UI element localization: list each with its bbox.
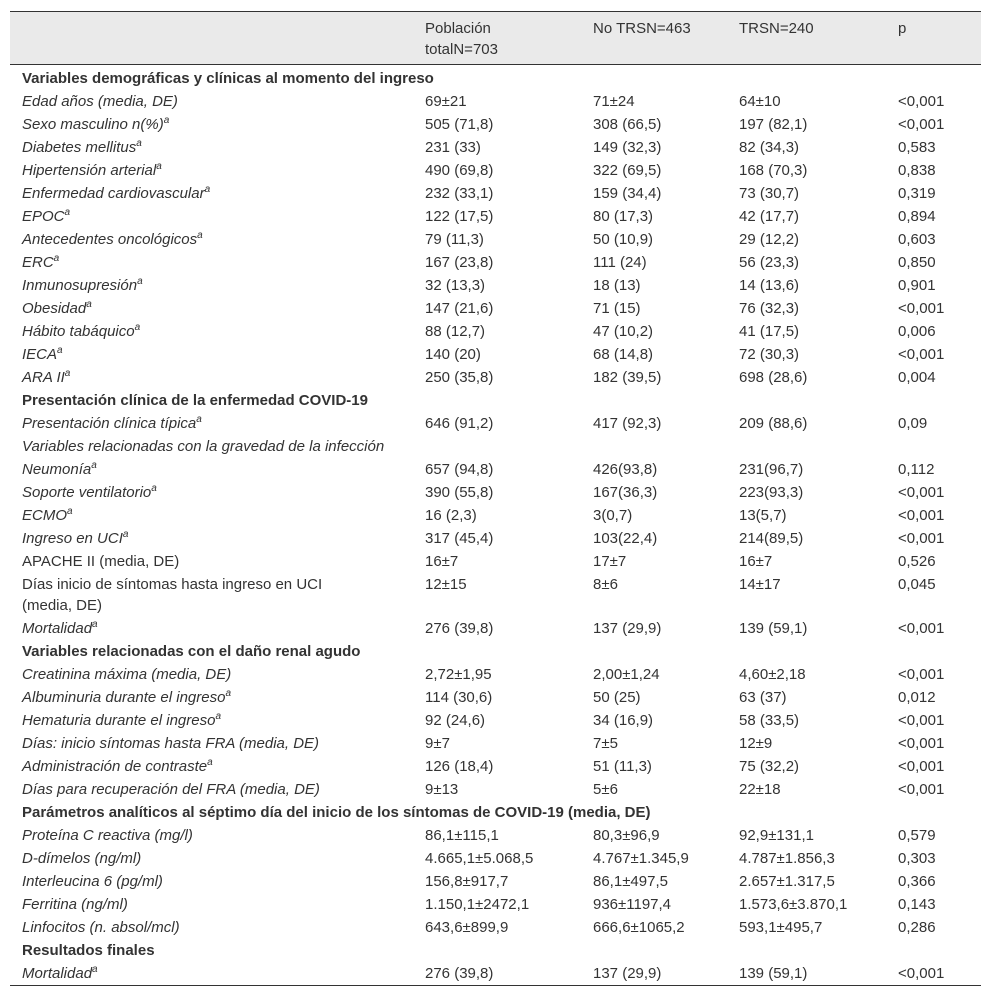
value-p: 0,366: [898, 873, 936, 890]
value-trs: 29 (12,2): [739, 231, 800, 248]
value-p: <0,001: [898, 666, 945, 683]
value-trs: 13(5,7): [739, 507, 787, 524]
table-header: [10, 12, 981, 65]
value-trs: 593,1±495,7: [739, 919, 823, 936]
table-row: [10, 730, 981, 753]
value-poblacion-total: 9±13: [425, 781, 459, 798]
table-row: [10, 111, 981, 134]
row-label: [22, 206, 70, 227]
value-p: 0,09: [898, 415, 928, 432]
footnote-marker: a: [207, 757, 213, 768]
value-trs: 231(96,7): [739, 461, 804, 478]
value-trs: 22±18: [739, 781, 781, 798]
value-poblacion-total: 4.665,1±5.068,5: [425, 850, 534, 867]
value-no-trs: 137 (29,9): [593, 620, 662, 637]
row-label: [22, 528, 128, 549]
table-row: [10, 502, 981, 525]
value-poblacion-total: 250 (35,8): [425, 369, 494, 386]
header-poblacion-line1: Población: [425, 20, 491, 37]
row-label-text: Obesidad: [22, 300, 87, 317]
row-label: [22, 710, 221, 731]
row-label-text: ARA II: [22, 369, 65, 386]
row-label-text: Días: inicio síntomas hasta FRA (media, DE): [22, 735, 320, 752]
footnote-marker: a: [225, 688, 232, 699]
row-label: [22, 367, 70, 388]
value-poblacion-total: 16 (2,3): [425, 507, 477, 524]
value-trs: 72 (30,3): [739, 346, 800, 363]
section-title: [22, 802, 651, 823]
row-label-text: Interleucina 6 (pg/ml): [22, 873, 163, 890]
value-poblacion-total: 92 (24,6): [425, 712, 486, 729]
row-label: [22, 848, 141, 869]
value-trs: 12±9: [739, 735, 773, 752]
footnote-marker: a: [163, 115, 170, 126]
table-row: [10, 364, 981, 387]
section-title: [22, 390, 368, 411]
row-label: [22, 963, 98, 984]
table-row: [10, 157, 981, 180]
header-poblacion-line2: totalN=703: [425, 41, 498, 58]
row-label-text: IECA: [22, 346, 58, 363]
value-p: 0,286: [898, 919, 936, 936]
row-label-text: Hábito tabáquico: [22, 323, 135, 340]
row-label: [22, 779, 320, 800]
value-p: 0,012: [898, 689, 936, 706]
row-label-text: Variables relacionadas con el daño renal agudo: [22, 643, 361, 660]
value-no-trs: 137 (29,9): [593, 965, 662, 982]
footnote-marker: a: [53, 253, 60, 264]
value-no-trs: 8±6: [593, 576, 618, 593]
section-header-row: [10, 65, 981, 88]
value-p: 0,112: [898, 461, 935, 478]
row-label-text: Administración de contraste: [22, 758, 208, 775]
value-p: 0,526: [898, 553, 936, 570]
section-header-row: [10, 638, 981, 661]
value-poblacion-total: 276 (39,8): [425, 965, 494, 982]
value-poblacion-total: 32 (13,3): [425, 277, 486, 294]
section-title: [22, 940, 155, 961]
table-bottom-rule: [10, 985, 981, 986]
value-poblacion-total: 317 (45,4): [425, 530, 494, 547]
row-label-text: Días para recuperación del FRA (media, DE): [22, 781, 320, 798]
footnote-marker: a: [136, 138, 142, 149]
value-no-trs: 18 (13): [593, 277, 641, 294]
table-row: [10, 318, 981, 341]
footnote-marker: a: [137, 276, 143, 287]
value-no-trs: 71±24: [593, 93, 635, 110]
value-poblacion-total: 231 (33): [425, 139, 481, 156]
footnote-marker: a: [134, 322, 141, 333]
row-label-text: Ingreso en UCI: [22, 530, 123, 547]
value-poblacion-total: 16±7: [425, 553, 459, 570]
footnote-marker: a: [197, 230, 203, 241]
row-label: [22, 137, 142, 158]
row-label: [22, 733, 319, 754]
value-no-trs: 71 (15): [593, 300, 641, 317]
table-row: [10, 776, 981, 799]
row-label: [22, 275, 143, 296]
value-poblacion-total: 1.150,1±2472,1: [425, 896, 530, 913]
header-poblacion-total: [425, 18, 498, 60]
value-poblacion-total: 643,6±899,9: [425, 919, 509, 936]
table-row: [10, 960, 981, 983]
section-title: [22, 68, 434, 89]
value-poblacion-total: 232 (33,1): [425, 185, 494, 202]
value-poblacion-total: 12±15: [425, 576, 467, 593]
value-p: <0,001: [898, 484, 945, 501]
value-trs: 214(89,5): [739, 530, 804, 547]
row-label: [22, 687, 231, 708]
footnote-marker: a: [91, 460, 97, 471]
row-label: [22, 321, 140, 342]
value-trs: 209 (88,6): [739, 415, 808, 432]
value-trs: 197 (82,1): [739, 116, 808, 133]
section-title: [22, 641, 360, 662]
value-p: 0,838: [898, 162, 936, 179]
row-label: [22, 505, 73, 526]
table-row: [10, 822, 981, 845]
value-no-trs: 34 (16,9): [593, 712, 654, 729]
row-label-text: D-dímelos (ng/ml): [22, 850, 142, 867]
row-label-text: Albuminuria durante el ingreso: [22, 689, 226, 706]
value-poblacion-total: 147 (21,6): [425, 300, 494, 317]
table-row: [10, 684, 981, 707]
table-row: [10, 548, 981, 571]
footnote-marker: a: [64, 207, 71, 218]
table-row: [10, 891, 981, 914]
row-label-text: Variables relacionadas con la gravedad de la infección: [22, 438, 385, 455]
value-p: <0,001: [898, 781, 945, 798]
value-trs: 56 (23,3): [739, 254, 800, 271]
table-row: [10, 845, 981, 868]
row-label-text: Proteína C reactiva (mg/l): [22, 827, 193, 844]
value-no-trs: 4.767±1.345,9: [593, 850, 689, 867]
header-p-value: p: [898, 20, 907, 37]
row-label: [22, 825, 193, 846]
row-label-text: Soporte ventilatorio: [22, 484, 152, 501]
row-label: [22, 91, 178, 112]
row-label-text: Inmunosupresión: [22, 277, 138, 294]
value-poblacion-total: 276 (39,8): [425, 620, 494, 637]
table-row: [10, 914, 981, 937]
value-trs: 223(93,3): [739, 484, 804, 501]
table-row: [10, 134, 981, 157]
value-no-trs: 2,00±1,24: [593, 666, 660, 683]
value-poblacion-total: 126 (18,4): [425, 758, 494, 775]
value-p: 0,901: [898, 277, 936, 294]
value-poblacion-total: 122 (17,5): [425, 208, 494, 225]
value-no-trs: 936±1197,4: [593, 896, 672, 913]
table-row: [10, 456, 981, 479]
table-row: [10, 203, 981, 226]
row-label: [22, 574, 362, 616]
value-p: 0,006: [898, 323, 936, 340]
row-label: [22, 183, 210, 204]
header-trs: TRSN=240: [739, 20, 814, 37]
value-p: 0,303: [898, 850, 936, 867]
value-poblacion-total: 69±21: [425, 93, 467, 110]
table-row: [10, 661, 981, 684]
value-p: 0,850: [898, 254, 936, 271]
footnote-marker: a: [64, 368, 71, 379]
value-no-trs: 322 (69,5): [593, 162, 662, 179]
value-no-trs: 159 (34,4): [593, 185, 662, 202]
value-p: <0,001: [898, 116, 945, 133]
row-label-text: Antecedentes oncológicos: [22, 231, 198, 248]
value-trs: 41 (17,5): [739, 323, 800, 340]
table-row: [10, 479, 981, 502]
value-no-trs: 50 (25): [593, 689, 641, 706]
row-label: [22, 871, 163, 892]
value-trs: 2.657±1.317,5: [739, 873, 835, 890]
footnote-marker: a: [215, 711, 222, 722]
value-p: 0,319: [898, 185, 936, 202]
value-trs: 63 (37): [739, 689, 787, 706]
row-label-text: Presentación clínica de la enfermedad COVID-19: [22, 392, 368, 409]
value-no-trs: 103(22,4): [593, 530, 658, 547]
value-trs: 4,60±2,18: [739, 666, 806, 683]
row-label-text: Enfermedad cardiovascular: [22, 185, 205, 202]
value-no-trs: 3(0,7): [593, 507, 633, 524]
footnote-marker: a: [156, 161, 162, 172]
value-trs: 58 (33,5): [739, 712, 800, 729]
value-poblacion-total: 505 (71,8): [425, 116, 494, 133]
value-trs: 168 (70,3): [739, 162, 808, 179]
value-poblacion-total: 140 (20): [425, 346, 481, 363]
value-no-trs: 149 (32,3): [593, 139, 662, 156]
header-no-trs: No TRSN=463: [593, 20, 691, 37]
row-label: [22, 894, 128, 915]
value-poblacion-total: 9±7: [425, 735, 450, 752]
row-label-text: APACHE II (media, DE): [22, 553, 180, 570]
data-table: [10, 11, 981, 986]
row-label: [22, 160, 162, 181]
value-poblacion-total: 88 (12,7): [425, 323, 486, 340]
value-p: <0,001: [898, 620, 945, 637]
value-p: 0,045: [898, 576, 936, 593]
row-label-text: Ferritina (ng/ml): [22, 896, 128, 913]
row-label-text: Mortalidad: [22, 965, 93, 982]
value-no-trs: 50 (10,9): [593, 231, 654, 248]
row-label-text: Días inicio de síntomas hasta ingreso en UCI (media, DE): [22, 576, 323, 614]
value-poblacion-total: 2,72±1,95: [425, 666, 492, 683]
value-p: 0,004: [898, 369, 936, 386]
value-poblacion-total: 114 (30,6): [425, 689, 493, 706]
table-row: [10, 249, 981, 272]
value-poblacion-total: 490 (69,8): [425, 162, 494, 179]
table-row: [10, 615, 981, 638]
value-poblacion-total: 86,1±115,1: [425, 827, 499, 844]
footnote-marker: a: [86, 299, 92, 310]
table-row: [10, 753, 981, 776]
row-label: [22, 917, 180, 938]
value-trs: 4.787±1.856,3: [739, 850, 835, 867]
footnote-marker: a: [204, 184, 211, 195]
value-p: <0,001: [898, 346, 945, 363]
row-label: [22, 664, 231, 685]
row-label-text: Neumonía: [22, 461, 92, 478]
row-label-text: Creatinina máxima (media, DE): [22, 666, 232, 683]
value-poblacion-total: 657 (94,8): [425, 461, 494, 478]
value-poblacion-total: 79 (11,3): [425, 231, 484, 248]
row-label: [22, 344, 63, 365]
row-label: [22, 618, 98, 639]
value-trs: 698 (28,6): [739, 369, 808, 386]
row-label-text: Sexo masculino n(%): [22, 116, 164, 133]
table-row: [10, 707, 981, 730]
value-p: <0,001: [898, 507, 945, 524]
value-no-trs: 80,3±96,9: [593, 827, 660, 844]
value-no-trs: 86,1±497,5: [593, 873, 668, 890]
value-p: 0,583: [898, 139, 936, 156]
footnote-marker: a: [122, 529, 129, 540]
table-row: [10, 525, 981, 548]
value-p: <0,001: [898, 712, 945, 729]
table-body: [10, 65, 981, 983]
table-row: [10, 226, 981, 249]
table-row: [10, 341, 981, 364]
value-trs: 42 (17,7): [739, 208, 800, 225]
table-row: [10, 410, 981, 433]
row-label-text: ERC: [22, 254, 54, 271]
row-label: [22, 756, 213, 777]
value-trs: 1.573,6±3.870,1: [739, 896, 848, 913]
value-no-trs: 17±7: [593, 553, 627, 570]
value-p: 0,579: [898, 827, 936, 844]
value-trs: 139 (59,1): [739, 965, 808, 982]
row-label: [22, 298, 92, 319]
value-p: <0,001: [898, 300, 945, 317]
value-trs: 75 (32,2): [739, 758, 800, 775]
value-no-trs: 80 (17,3): [593, 208, 654, 225]
value-no-trs: 111 (24): [593, 254, 647, 271]
table-row: [10, 180, 981, 203]
table-row: [10, 433, 981, 456]
table-row: [10, 571, 981, 615]
footnote-marker: a: [92, 619, 98, 630]
value-no-trs: 666,6±1065,2: [593, 919, 685, 936]
row-label: [22, 482, 157, 503]
value-trs: 82 (34,3): [739, 139, 800, 156]
table-row: [10, 868, 981, 891]
row-label: [22, 459, 97, 480]
value-p: <0,001: [898, 965, 945, 982]
row-label: [22, 114, 169, 135]
value-p: <0,001: [898, 735, 945, 752]
row-label-text: Diabetes mellitus: [22, 139, 137, 156]
row-label: [22, 252, 59, 273]
value-trs: 73 (30,7): [739, 185, 800, 202]
value-no-trs: 47 (10,2): [593, 323, 654, 340]
value-no-trs: 167(36,3): [593, 484, 658, 501]
value-no-trs: 417 (92,3): [593, 415, 662, 432]
value-trs: 14±17: [739, 576, 781, 593]
footnote-marker: a: [196, 414, 202, 425]
row-label: [22, 436, 384, 457]
row-label: [22, 551, 179, 572]
row-label-text: Resultados finales: [22, 942, 155, 959]
row-label-text: Hipertensión arterial: [22, 162, 157, 179]
footnote-marker: a: [151, 483, 157, 494]
value-no-trs: 308 (66,5): [593, 116, 662, 133]
row-label-text: Edad años (media, DE): [22, 93, 178, 110]
row-label-text: Parámetros analíticos al séptimo día del inicio de los síntomas de COVID-19 (media, DE): [22, 804, 651, 821]
section-header-row: [10, 387, 981, 410]
value-p: <0,001: [898, 758, 945, 775]
table-row: [10, 88, 981, 111]
value-no-trs: 426(93,8): [593, 461, 658, 478]
value-trs: 14 (13,6): [739, 277, 800, 294]
value-no-trs: 51 (11,3): [593, 758, 652, 775]
row-label-text: Mortalidad: [22, 620, 93, 637]
row-label-text: Variables demográficas y clínicas al momento del ingreso: [22, 70, 434, 87]
value-p: <0,001: [898, 93, 945, 110]
footnote-marker: a: [92, 964, 98, 975]
row-label: [22, 413, 202, 434]
value-no-trs: 68 (14,8): [593, 346, 654, 363]
row-label-text: Linfocitos (n. absol/mcl): [22, 919, 180, 936]
value-trs: 64±10: [739, 93, 781, 110]
row-label-text: EPOC: [22, 208, 65, 225]
value-trs: 76 (32,3): [739, 300, 800, 317]
row-label: [22, 229, 203, 250]
section-header-row: [10, 799, 981, 822]
table-row: [10, 272, 981, 295]
footnote-marker: a: [57, 345, 63, 356]
value-no-trs: 5±6: [593, 781, 618, 798]
value-no-trs: 7±5: [593, 735, 618, 752]
value-p: 0,894: [898, 208, 936, 225]
section-header-row: [10, 937, 981, 960]
row-label-text: Hematuria durante el ingreso: [22, 712, 216, 729]
value-poblacion-total: 390 (55,8): [425, 484, 494, 501]
row-label-text: Presentación clínica típica: [22, 415, 197, 432]
value-trs: 92,9±131,1: [739, 827, 814, 844]
value-poblacion-total: 646 (91,2): [425, 415, 494, 432]
value-no-trs: 182 (39,5): [593, 369, 662, 386]
value-trs: 139 (59,1): [739, 620, 808, 637]
value-trs: 16±7: [739, 553, 773, 570]
value-p: 0,143: [898, 896, 936, 913]
table-row: [10, 295, 981, 318]
value-p: 0,603: [898, 231, 936, 248]
row-label-text: ECMO: [22, 507, 67, 524]
footnote-marker: a: [67, 506, 73, 517]
value-poblacion-total: 167 (23,8): [425, 254, 494, 271]
value-poblacion-total: 156,8±917,7: [425, 873, 509, 890]
value-p: <0,001: [898, 530, 945, 547]
